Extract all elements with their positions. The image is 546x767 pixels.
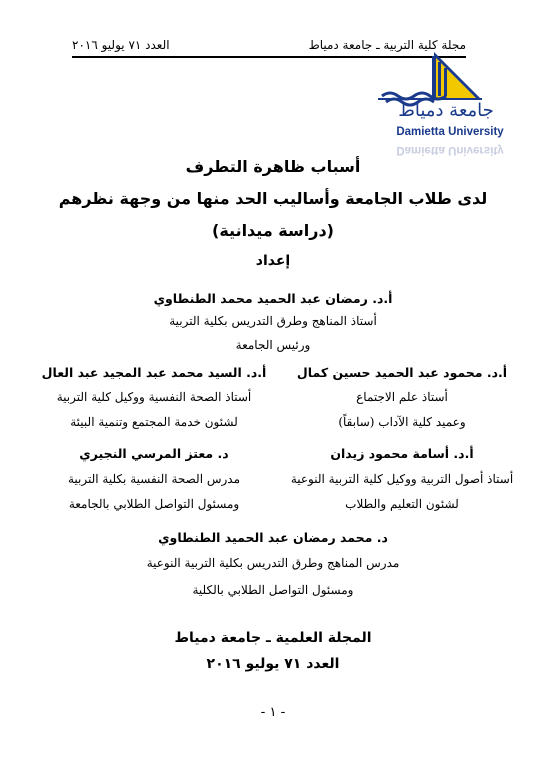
author-2-title-2: وعميد كلية الآداب (سابقاً) <box>338 415 466 429</box>
footer-journal: المجلة العلمية ـ جامعة دمياط <box>174 630 372 646</box>
author-6-title-1: مدرس المناهج وطرق التدريس بكلية التربية النوعية <box>146 556 400 570</box>
author-5-title-2: ومسئول التواصل الطلابي بالجامعة <box>68 497 240 511</box>
author-3-title-1: أستاذ الصحة النفسية ووكيل كلية التربية <box>56 390 252 404</box>
author-4-title-2: لشئون التعليم والطلاب <box>345 497 459 511</box>
title-line-3: (دراسة ميدانية) <box>212 221 334 240</box>
logo-english-name: Damietta University <box>396 126 504 138</box>
title-line-1: أسباب ظاهرة التطرف <box>185 157 361 176</box>
author-4-title-1: أستاذ أصول التربية ووكيل كلية التربية النوعية <box>290 472 514 486</box>
author-6-title-2: ومسئول التواصل الطلابي بالكلية <box>192 583 354 597</box>
author-2-name: أ.د. محمود عبد الحميد حسين كمال <box>296 365 508 380</box>
author-2-title-1: أستاذ علم الاجتماع <box>356 390 448 404</box>
page-number: - ١ - <box>260 705 286 720</box>
author-1-title-1: أستاذ المناهج وطرق التدريس بكلية التربية <box>169 314 377 328</box>
logo-arabic-name: جامعة دمياط <box>398 100 494 121</box>
author-1-title-2: ورئيس الجامعة <box>235 338 311 352</box>
author-3-name: أ.د. السيد محمد عبد المجيد عبد العال <box>41 365 267 380</box>
title-line-2: لدى طلاب الجامعة وأساليب الحد منها من وجهة نظرهم <box>58 189 488 208</box>
university-logo <box>376 52 522 160</box>
logo-english-name-reflection: Damietta University <box>396 144 504 156</box>
author-5-title-1: مدرس الصحة النفسية بكلية التربية <box>67 472 241 486</box>
author-1-name: أ.د. رمضان عبد الحميد محمد الطنطاوي <box>153 291 393 306</box>
author-5-name: د. معتز المرسي النجيري <box>79 446 229 461</box>
running-header-issue: العدد ٧١ يوليو ٢٠١٦ <box>72 38 170 52</box>
author-3-title-2: لشئون خدمة المجتمع وتنمية البيئة <box>70 415 238 429</box>
prepared-by-label: إعداد <box>255 253 291 269</box>
author-4-name: أ.د. أسامة محمود زيدان <box>330 446 474 461</box>
footer-issue: العدد ٧١ يوليو ٢٠١٦ <box>206 656 340 672</box>
author-6-name: د. محمد رمضان عبد الحميد الطنطاوي <box>158 530 388 545</box>
running-header-journal: مجلة كلية التربية ـ جامعة دمياط <box>308 38 466 52</box>
